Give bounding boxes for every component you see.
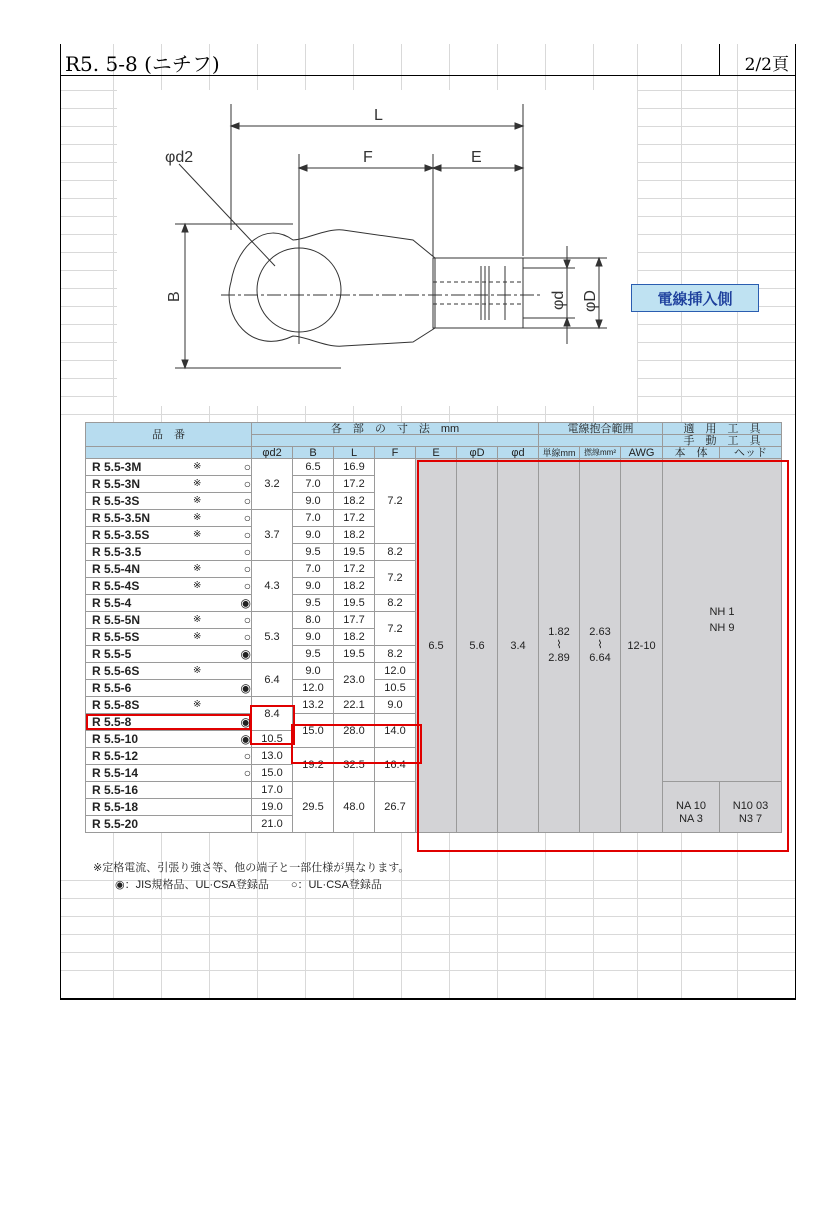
cell-l: 48.0 bbox=[334, 782, 375, 833]
cell-awg: 12-10 bbox=[621, 459, 663, 833]
part-number: R 5.5-4 bbox=[92, 596, 132, 610]
col-d: φd bbox=[498, 447, 539, 459]
cell-b: 9.0 bbox=[293, 527, 334, 544]
cert-mark: ○ bbox=[243, 511, 251, 525]
cell-solid-range bbox=[539, 459, 580, 833]
col-awg: AWG bbox=[621, 447, 663, 459]
cert-mark: ◉ bbox=[240, 715, 251, 729]
table-row bbox=[86, 748, 252, 765]
header-part-number: 品 番 bbox=[86, 423, 252, 447]
spec-note-mark: ※ bbox=[193, 512, 202, 523]
table-row bbox=[86, 697, 252, 714]
tool-na10: NA 10 bbox=[676, 800, 706, 812]
table-row bbox=[86, 510, 252, 527]
cell-l: 16.9 bbox=[334, 459, 375, 476]
label-bigd: φD bbox=[582, 290, 599, 312]
cell-l: 28.0 bbox=[334, 714, 375, 748]
cell-b: 7.0 bbox=[293, 476, 334, 493]
col-l: L bbox=[334, 447, 375, 459]
cell-b: 12.0 bbox=[293, 680, 334, 697]
cell-d2: 19.0 bbox=[252, 799, 293, 816]
cert-mark: ○ bbox=[243, 630, 251, 644]
grid-line bbox=[61, 934, 795, 935]
spec-note-mark: ※ bbox=[193, 665, 202, 676]
spec-table bbox=[85, 422, 782, 833]
cell-l: 19.5 bbox=[334, 646, 375, 663]
header-hand-tool: 手 動 工 具 bbox=[663, 435, 782, 447]
cell-f: 9.0 bbox=[375, 697, 416, 714]
header-wire-range: 電線抱合範囲 bbox=[539, 423, 663, 435]
cell-l: 18.2 bbox=[334, 493, 375, 510]
spec-note-mark: ※ bbox=[193, 461, 202, 472]
cell-d2: 5.3 bbox=[252, 612, 293, 663]
cert-mark: ◉ bbox=[240, 681, 251, 695]
page-number: 2/2頁 bbox=[744, 55, 789, 75]
cert-mark: ○ bbox=[243, 613, 251, 627]
cell-d2: 10.5 bbox=[252, 731, 293, 748]
part-number: R 5.5-8S bbox=[92, 698, 140, 712]
part-number: R 5.5-20 bbox=[92, 817, 139, 831]
col-bigd: φD bbox=[457, 447, 498, 459]
cert-mark: ◉ bbox=[240, 596, 251, 610]
col-solid: 単線mm bbox=[539, 447, 580, 459]
cell-f: 8.2 bbox=[375, 544, 416, 561]
cell-l: 23.0 bbox=[334, 663, 375, 697]
document-title: R5. 5-8 (ニチフ) bbox=[65, 52, 220, 76]
cell-l: 17.7 bbox=[334, 612, 375, 629]
cell-l: 17.2 bbox=[334, 561, 375, 578]
cell-d2: 17.0 bbox=[252, 782, 293, 799]
cell-e: 6.5 bbox=[416, 459, 457, 833]
label-b: B bbox=[166, 291, 183, 302]
cell-b: 6.5 bbox=[293, 459, 334, 476]
tool-n37: N3 7 bbox=[738, 813, 763, 825]
cell-b: 15.0 bbox=[293, 714, 334, 748]
cell-b: 9.5 bbox=[293, 646, 334, 663]
cell-tool-head bbox=[720, 782, 782, 833]
cert-mark: ○ bbox=[243, 460, 251, 474]
header-spacer bbox=[86, 447, 252, 459]
table-row bbox=[86, 765, 252, 782]
cell-f: 10.5 bbox=[375, 680, 416, 697]
table-row bbox=[86, 629, 252, 646]
part-number: R 5.5-6S bbox=[92, 664, 140, 678]
col-b: B bbox=[293, 447, 334, 459]
table-row bbox=[86, 663, 252, 680]
cert-mark: ○ bbox=[243, 562, 251, 576]
stranded-min: 2.63 bbox=[589, 626, 611, 638]
grid-line bbox=[61, 898, 795, 899]
part-number: R 5.5-18 bbox=[92, 800, 139, 814]
grid-line bbox=[61, 414, 795, 415]
table-row bbox=[86, 731, 252, 748]
cell-l: 17.2 bbox=[334, 476, 375, 493]
cell-b: 9.0 bbox=[293, 493, 334, 510]
cell-f: 12.0 bbox=[375, 663, 416, 680]
label-l: L bbox=[374, 107, 383, 124]
col-stranded: 撚線mm² bbox=[580, 447, 621, 459]
table-row bbox=[86, 493, 252, 510]
table-row bbox=[86, 459, 252, 476]
spec-note-mark: ※ bbox=[193, 529, 202, 540]
part-number: R 5.5-3S bbox=[92, 494, 140, 508]
part-number: R 5.5-6 bbox=[92, 681, 132, 695]
range-sep: ⌇ bbox=[597, 639, 603, 651]
grid-line bbox=[61, 952, 795, 953]
col-tool-body: 本 体 bbox=[663, 447, 720, 459]
cell-b: 9.0 bbox=[293, 663, 334, 680]
cell-l: 22.1 bbox=[334, 697, 375, 714]
cert-mark: ○ bbox=[243, 494, 251, 508]
cert-mark: ○ bbox=[243, 766, 251, 780]
col-f: F bbox=[375, 447, 416, 459]
tool-na3: NA 3 bbox=[679, 813, 703, 825]
cert-mark: ○ bbox=[243, 579, 251, 593]
footnotes bbox=[93, 860, 409, 894]
wire-insert-side-label: 電線挿入側 bbox=[631, 284, 759, 312]
cell-b: 19.2 bbox=[293, 748, 334, 782]
part-number: R 5.5-3N bbox=[92, 477, 141, 491]
cell-f: 7.2 bbox=[375, 561, 416, 595]
cell-tool-main bbox=[663, 459, 782, 782]
cert-mark: ○ bbox=[243, 528, 251, 542]
cell-l: 19.5 bbox=[334, 595, 375, 612]
col-tool-head: ヘッド bbox=[720, 447, 782, 459]
tool-nh1: NH 1 bbox=[709, 606, 735, 618]
cell-f: 7.2 bbox=[375, 612, 416, 646]
spec-note-mark: ※ bbox=[193, 495, 202, 506]
part-number: R 5.5-4N bbox=[92, 562, 141, 576]
table-row bbox=[86, 476, 252, 493]
cell-b: 13.2 bbox=[293, 697, 334, 714]
grid-line bbox=[61, 916, 795, 917]
part-number: R 5.5-3.5N bbox=[92, 511, 151, 525]
part-number: R 5.5-8 bbox=[92, 715, 132, 729]
cell-d2: 3.2 bbox=[252, 459, 293, 510]
solid-min: 1.82 bbox=[548, 626, 570, 638]
cell-d2: 13.0 bbox=[252, 748, 293, 765]
header-spacer bbox=[252, 435, 539, 447]
table-row bbox=[86, 612, 252, 629]
cell-b: 9.5 bbox=[293, 595, 334, 612]
terminal-drawing bbox=[61, 44, 795, 414]
part-number: R 5.5-3.5S bbox=[92, 528, 150, 542]
cell-l: 32.5 bbox=[334, 748, 375, 782]
part-number: R 5.5-4S bbox=[92, 579, 140, 593]
table-row bbox=[86, 680, 252, 697]
label-f: F bbox=[363, 149, 373, 166]
part-number: R 5.5-14 bbox=[92, 766, 139, 780]
table-row bbox=[86, 816, 252, 833]
cell-d2: 8.4 bbox=[252, 697, 293, 731]
cell-stranded-range bbox=[580, 459, 621, 833]
label-e: E bbox=[471, 149, 482, 166]
cell-b: 9.0 bbox=[293, 578, 334, 595]
label-d: φd bbox=[550, 290, 567, 310]
cell-d2: 4.3 bbox=[252, 561, 293, 612]
cell-b: 9.0 bbox=[293, 629, 334, 646]
table-row bbox=[86, 595, 252, 612]
table-row bbox=[86, 527, 252, 544]
table-row bbox=[86, 561, 252, 578]
table-row bbox=[86, 544, 252, 561]
cell-d2: 3.7 bbox=[252, 510, 293, 561]
col-d2: φd2 bbox=[252, 447, 293, 459]
header-dimensions: 各 部 の 寸 法 mm bbox=[252, 423, 539, 435]
cell-l: 19.5 bbox=[334, 544, 375, 561]
spec-note-mark: ※ bbox=[193, 580, 202, 591]
spec-note-mark: ※ bbox=[193, 614, 202, 625]
table-row bbox=[86, 782, 252, 799]
tool-n1003: N10 03 bbox=[732, 800, 769, 812]
cell-l: 18.2 bbox=[334, 578, 375, 595]
cell-bigd: 5.6 bbox=[457, 459, 498, 833]
part-number: R 5.5-3M bbox=[92, 460, 142, 474]
grid-line bbox=[61, 970, 795, 971]
stranded-max: 6.64 bbox=[589, 652, 611, 664]
cell-f: 16.4 bbox=[375, 748, 416, 782]
footnote-spec: ※定格電流、引張り強さ等、他の端子と一部仕様が異なります。 bbox=[93, 862, 410, 874]
cell-d: 3.4 bbox=[498, 459, 539, 833]
spec-note-mark: ※ bbox=[193, 563, 202, 574]
cell-d2: 15.0 bbox=[252, 765, 293, 782]
part-number: R 5.5-12 bbox=[92, 749, 139, 763]
cell-b: 8.0 bbox=[293, 612, 334, 629]
cert-mark: ○ bbox=[243, 545, 251, 559]
cell-f: 26.7 bbox=[375, 782, 416, 833]
tool-nh9: NH 9 bbox=[709, 622, 735, 634]
part-number: R 5.5-5N bbox=[92, 613, 141, 627]
spec-note-mark: ※ bbox=[193, 478, 202, 489]
table-row bbox=[86, 578, 252, 595]
cert-mark: ○ bbox=[243, 749, 251, 763]
footnote-legend: ◉：JIS規格品、UL·CSA登録品 ○：UL·CSA登録品 bbox=[115, 879, 382, 891]
cell-b: 7.0 bbox=[293, 561, 334, 578]
drawing-background bbox=[117, 90, 637, 406]
cert-mark: ◉ bbox=[240, 647, 251, 661]
header-tool: 適 用 工 具 bbox=[663, 423, 782, 435]
col-e: E bbox=[416, 447, 457, 459]
cell-l: 17.2 bbox=[334, 510, 375, 527]
part-number: R 5.5-10 bbox=[92, 732, 139, 746]
cell-b: 7.0 bbox=[293, 510, 334, 527]
cert-mark: ○ bbox=[243, 477, 251, 491]
cell-f: 8.2 bbox=[375, 595, 416, 612]
cell-l: 18.2 bbox=[334, 527, 375, 544]
table-row bbox=[86, 799, 252, 816]
part-number: R 5.5-16 bbox=[92, 783, 139, 797]
spreadsheet-sheet bbox=[60, 44, 796, 1000]
cell-d2: 21.0 bbox=[252, 816, 293, 833]
cell-tool-body bbox=[663, 782, 720, 833]
table-row bbox=[86, 714, 252, 731]
cell-l: 18.2 bbox=[334, 629, 375, 646]
label-d2: φd2 bbox=[165, 149, 194, 166]
solid-max: 2.89 bbox=[548, 652, 570, 664]
cell-f: 14.0 bbox=[375, 714, 416, 748]
cell-f: 8.2 bbox=[375, 646, 416, 663]
part-number: R 5.5-3.5 bbox=[92, 545, 142, 559]
cell-b: 9.5 bbox=[293, 544, 334, 561]
cell-f: 7.2 bbox=[375, 459, 416, 544]
cell-d2: 6.4 bbox=[252, 663, 293, 697]
header-spacer bbox=[539, 435, 663, 447]
table-row bbox=[86, 646, 252, 663]
spec-note-mark: ※ bbox=[193, 699, 202, 710]
spec-note-mark: ※ bbox=[193, 631, 202, 642]
part-number: R 5.5-5S bbox=[92, 630, 140, 644]
cert-mark: ◉ bbox=[240, 732, 251, 746]
part-number: R 5.5-5 bbox=[92, 647, 132, 661]
range-sep: ⌇ bbox=[556, 639, 562, 651]
cell-b: 29.5 bbox=[293, 782, 334, 833]
